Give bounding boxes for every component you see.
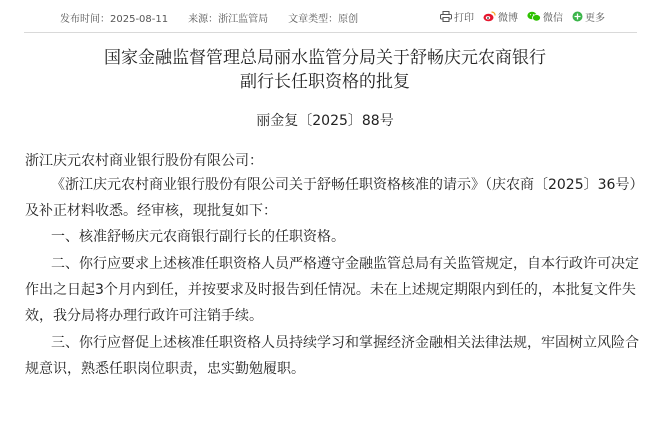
wechat-share-button[interactable] bbox=[527, 9, 563, 24]
approval-item-2: 二、你行应要求上述核准任职资格人员严格遵守金融监管总局有关监管规定，自本行政许可决定作出之日起3个月内到任，并按要求及时报告到任情况。未在上述规定期限内到任的，本批复文件失效，我分局将办理行政许可注销手续。 bbox=[25, 256, 639, 324]
approval-item-3: 三、你行应督促上述核准任职资格人员持续学习和掌握经济金融相关法律法规，牢固树立风险合规意识，熟悉任职岗位职责，忠实勤勉履职。 bbox=[25, 335, 639, 377]
publish-time bbox=[60, 14, 168, 25]
more-share-button[interactable] bbox=[572, 9, 605, 24]
intro-paragraph: 《浙江庆元农村商业银行股份有限公司关于舒畅任职资格核准的请示》（庆农商〔2025〕36号）及补正材料收悉。经审核，现批复如下： bbox=[25, 177, 637, 219]
wechat-label: 微信 bbox=[543, 13, 563, 24]
more-label: 更多 bbox=[585, 13, 605, 24]
article-type bbox=[288, 14, 358, 25]
source bbox=[188, 14, 268, 25]
source-value: 浙江监管局 bbox=[218, 14, 269, 25]
publish-time-value: 2025-08-11 bbox=[110, 14, 169, 25]
document-title-line-2: 副行长任职资格的批复 bbox=[240, 72, 410, 92]
recipient: 浙江庆元农村商业银行股份有限公司： bbox=[25, 153, 263, 169]
print-button[interactable] bbox=[440, 9, 474, 24]
source-label: 来源： bbox=[188, 14, 219, 25]
document-number: 丽金复〔2025〕88号 bbox=[256, 113, 394, 129]
plus-circle-icon bbox=[572, 11, 583, 22]
document-title-line-1: 国家金融监督管理总局丽水监管分局关于舒畅庆元农商银行 bbox=[104, 48, 546, 68]
print-icon bbox=[440, 11, 452, 22]
print-label: 打印 bbox=[454, 13, 474, 24]
weibo-label: 微博 bbox=[498, 13, 518, 24]
article-meta bbox=[60, 10, 378, 25]
wechat-icon bbox=[527, 11, 541, 22]
article-meta-bar bbox=[24, 0, 637, 33]
approval-item-1: 一、核准舒畅庆元农商银行副行长的任职资格。 bbox=[51, 229, 345, 245]
publish-time-label: 发布时间： bbox=[60, 14, 110, 25]
weibo-share-button[interactable] bbox=[483, 9, 518, 24]
weibo-icon bbox=[483, 11, 496, 22]
article-type-label: 文章类型： bbox=[288, 14, 339, 25]
article-type-value: 原创 bbox=[338, 14, 359, 25]
share-actions bbox=[431, 9, 605, 24]
